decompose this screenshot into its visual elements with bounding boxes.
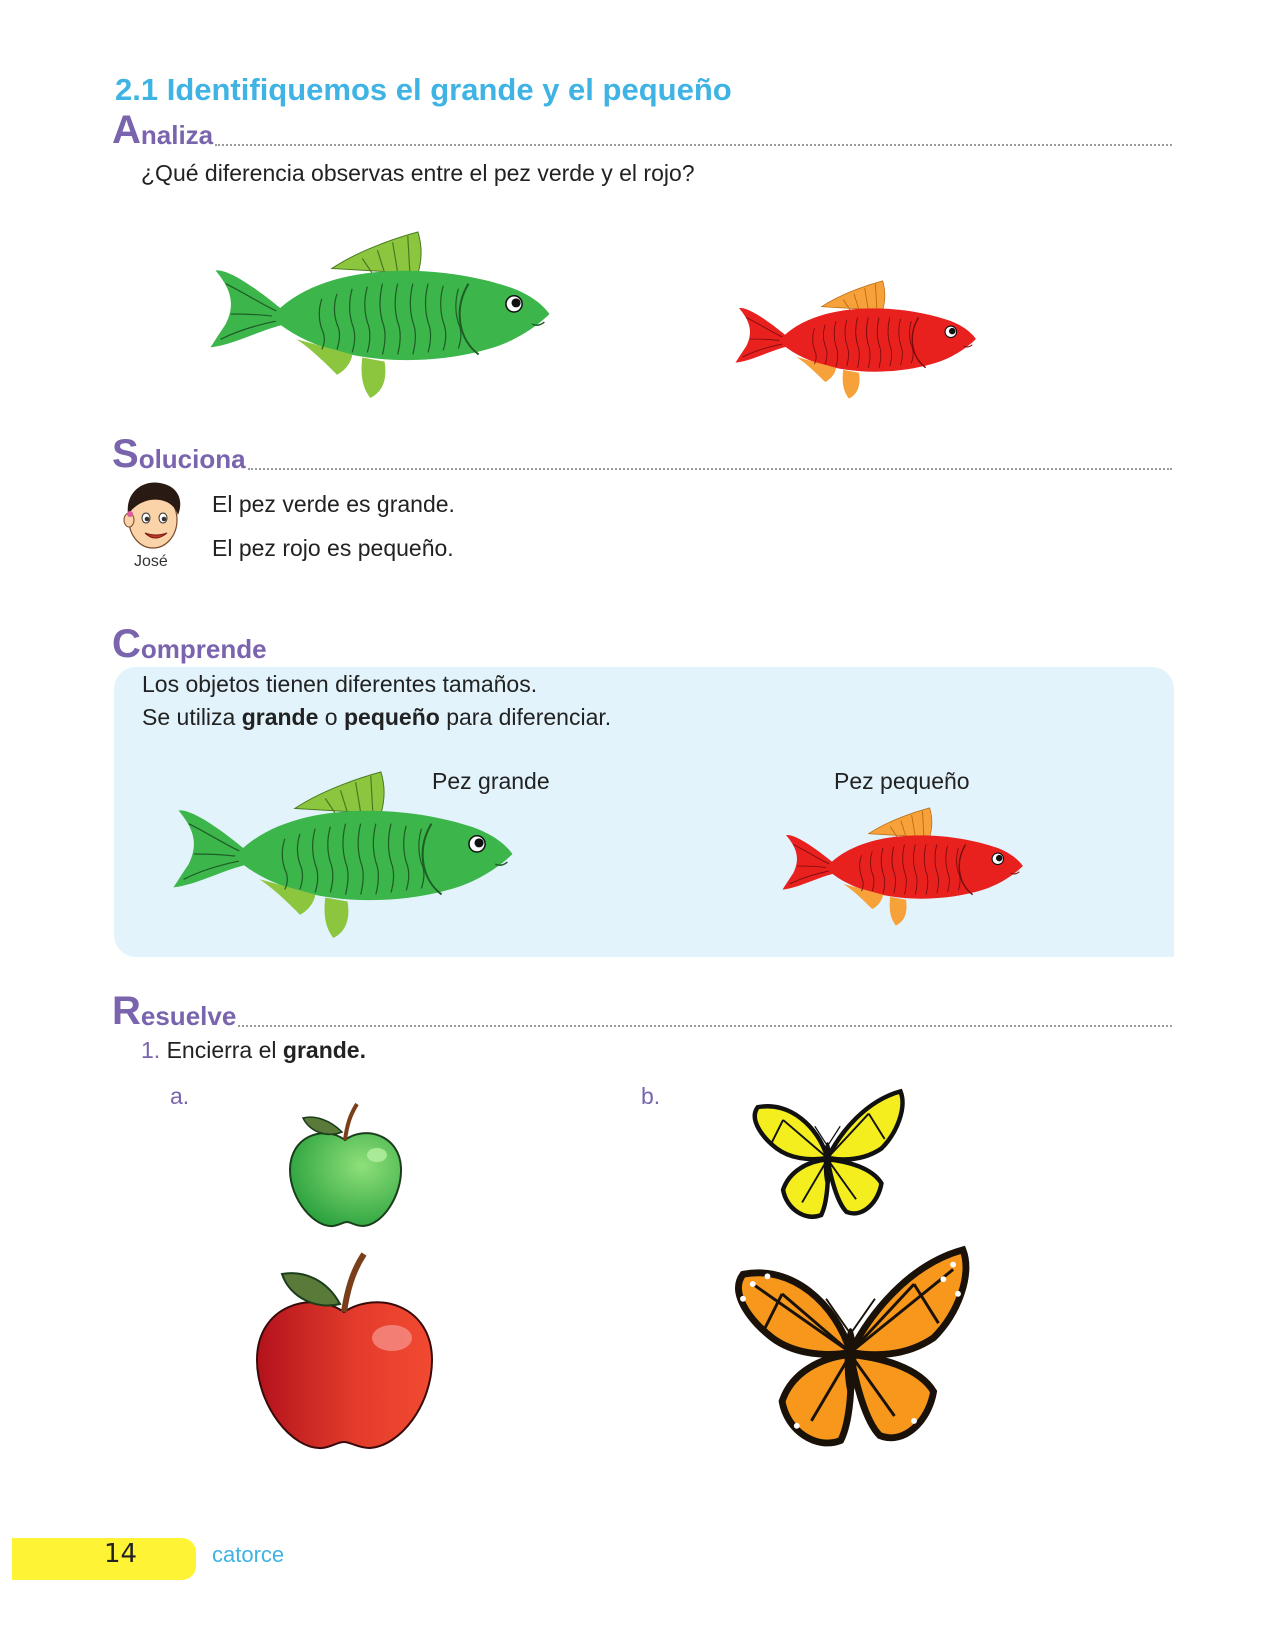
red-apple-icon[interactable] [252,1250,437,1455]
red-fish-icon [735,278,980,400]
item-b-letter: b. [641,1083,661,1109]
jose-avatar [120,480,186,552]
red-fish-icon [782,805,1027,927]
green-apple-icon[interactable] [285,1100,405,1230]
text-span: Encierra el [166,1037,283,1063]
page-title: 2.1 Identifiquemos el grande y el pequeño [115,72,732,107]
bold-term-grande: grande. [282,1037,366,1063]
text-span: Se utiliza [142,704,242,730]
dotted-rule [248,467,1172,470]
soluciona-line-1: El pez verde es grande. [212,491,455,517]
comprende-line-1: Los objetos tienen diferentes tamaños. [142,671,538,697]
section-initial: C [112,622,141,666]
section-analiza-heading [112,108,1172,152]
section-comprende-heading [112,622,267,666]
exercise-number: 1. [141,1037,161,1063]
section-label: esuelve [140,1001,237,1031]
section-resuelve-heading [112,989,1172,1033]
analiza-question: ¿Qué diferencia observas entre el pez verde y el rojo? [141,160,695,186]
section-label: naliza [140,120,214,150]
dotted-rule [238,1024,1172,1027]
section-initial: R [112,989,141,1033]
bold-term-grande: grande [241,704,319,730]
section-soluciona-heading [112,432,1172,476]
text-span: para diferenciar. [439,704,612,730]
bold-term-pequeno: pequeño [343,704,440,730]
comprende-line-2 [142,704,611,731]
dotted-rule [215,143,1172,146]
exercise-instruction [141,1037,366,1064]
green-fish-icon [173,768,518,940]
section-initial: S [112,432,139,476]
green-fish-icon [210,228,555,400]
text-span: o [318,704,344,730]
soluciona-line-2: El pez rojo es pequeño. [212,535,454,561]
orange-butterfly-icon[interactable] [723,1245,978,1460]
section-initial: A [112,108,141,152]
character-name: José [134,553,168,570]
label-big-fish: Pez grande [432,768,550,794]
page-number-word: catorce [212,1542,285,1567]
label-small-fish: Pez pequeño [834,768,970,794]
section-label: oluciona [138,444,246,474]
item-a-letter: a. [170,1083,190,1109]
section-label: omprende [140,634,267,664]
page-number: 14 [104,1539,138,1569]
yellow-butterfly-icon[interactable] [745,1088,910,1228]
